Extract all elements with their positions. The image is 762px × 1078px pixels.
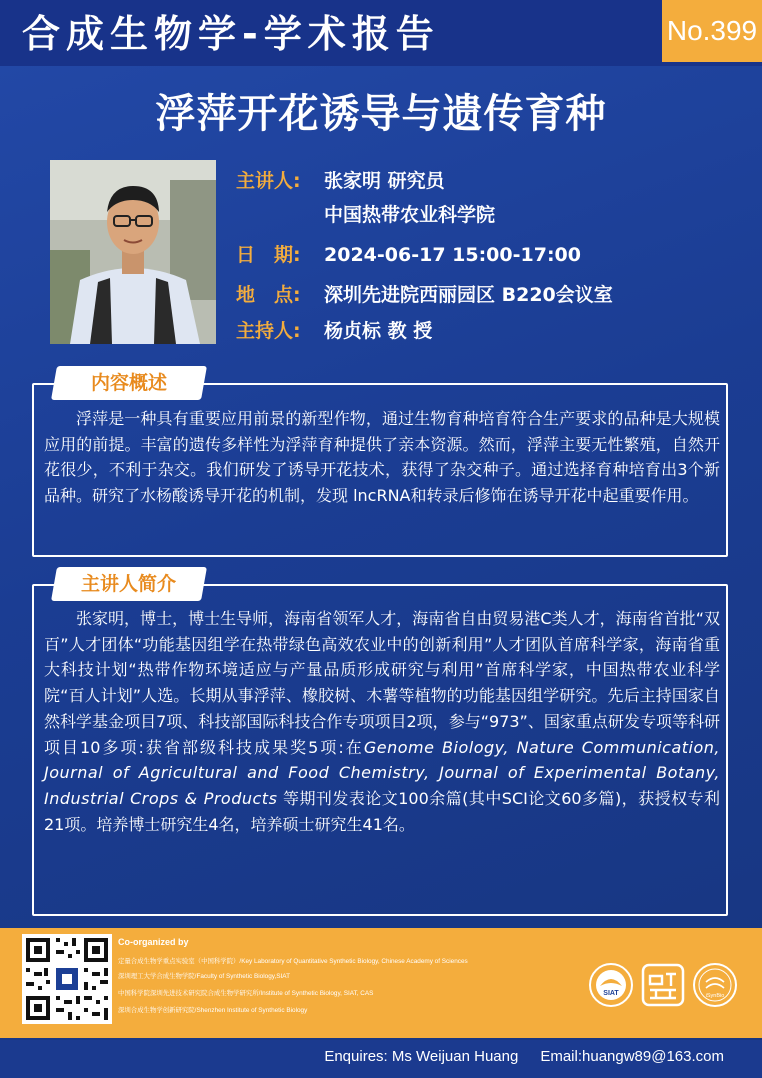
speaker-portrait-illustration [50, 160, 216, 344]
speaker-label: 主讲人: [236, 170, 301, 192]
coorganized-label: Co-organized by [118, 937, 189, 947]
enquiry-info [324, 1044, 724, 1070]
host-label: 主持人: [236, 320, 301, 342]
issue-badge: No.399 [662, 0, 762, 62]
info-host [236, 314, 432, 348]
siat-logo-icon [588, 962, 634, 1008]
summary-text: 浮萍是一种具有重要应用前景的新型作物，通过生物育种培育符合生产要求的品种是大规模应用的前提。丰富的遗传多样性为浮萍育种提供了亲本资源。然而，浮萍主要无性繁殖，自然开花很少，不利于杂交。我们研发了诱导开花技术，获得了杂交种子。通过选择育种培育出3个新品种。研究了水杨酸诱导开花的机制，发现 lncRNA和转录后修饰在诱导开花中起重要作用。 [44, 409, 720, 506]
speaker-photo [50, 160, 216, 344]
bio-text-part1: 张家明，博士，博士生导师，海南省领军人才，海南省自由贸易港C类人才，海南省首批“双百”人才团体“功能基因组学在热带绿色高效农业中的创新利用”人才团队首席科学家，海南省重大科技计划“热带作物环境适应与产量品质形成研究与利用”首席科学家，中国热带农业科学院“百人计划”人选。长期从事浮萍、橡胶树、木薯等植物的功能基因组学研究。先后主持国家自然科学基金项目7项、科技部国际科技合作专项项目2项，参与“973”、国家重点研发专项等科研项目10多项:获省部级科技成果奖5项:在 [44, 609, 720, 757]
host-value: 杨贞标 教 授 [324, 320, 433, 342]
org-line-2: 深圳理工大学合成生物学院/Faculty of Synthetic Biology,SIAT [118, 973, 290, 980]
qr-code [22, 934, 112, 1024]
bio-journals: Genome Biology, Nature Communication, Journal of Agricultural and Food Chemistry, Journal of Experimental Botany, Industrial Crops & Products [44, 737, 721, 808]
place-label: 地 点: [236, 284, 301, 306]
summary-heading: 内容概述 [51, 366, 207, 400]
bio-text [44, 606, 720, 837]
isynbio-logo [692, 962, 738, 1008]
enquiry-contact: Enquires: Ms Weijuan Huang [324, 1048, 519, 1065]
institute-seal-icon [640, 962, 686, 1008]
speaker-org: 中国热带农业科学院 [324, 204, 496, 226]
info-date [236, 238, 581, 272]
qr-code-icon [22, 934, 112, 1024]
header-title: 合成生物学-学术报告 [22, 12, 440, 56]
bio-heading: 主讲人简介 [51, 567, 207, 601]
speaker-name: 张家明 研究员 [324, 170, 445, 192]
place-value: 深圳先进院西丽园区 B220会议室 [324, 284, 613, 306]
siat-logo [588, 962, 634, 1008]
synbio-institute-logo [640, 962, 686, 1008]
enquiry-email[interactable]: Email:huangw89@163.com [540, 1048, 724, 1065]
isynbio-logo-icon [692, 962, 738, 1008]
info-speaker [236, 164, 445, 198]
date-label: 日 期: [236, 244, 301, 266]
org-line-1: 定量合成生物学重点实验室（中国科学院）/Key Laboratory of Quantitative Synthetic Biology, Chinese Academy of Sciences [118, 958, 468, 965]
date-value: 2024-06-17 15:00-17:00 [324, 244, 581, 266]
siat-logo-text: SIAT [603, 990, 619, 997]
org-line-3: 中国科学院深圳先进技术研究院合成生物学研究所/Institute of Synthetic Biology, SIAT, CAS [118, 990, 374, 997]
bio-text-part2: 等期刊发表论文100余篇(其中SCI论文60多篇)，获授权专利21项。培养博士研究生4名，培养硕士研究生41名。 [44, 788, 720, 834]
talk-title: 浮萍开花诱导与遗传育种 [155, 91, 607, 137]
org-line-4: 深圳合成生物学创新研究院/Shenzhen Institute of Synthetic Biology [118, 1007, 308, 1014]
info-place [236, 278, 613, 312]
info-speaker-org [236, 198, 495, 232]
isynbio-logo-text: iSynBio [705, 993, 725, 999]
